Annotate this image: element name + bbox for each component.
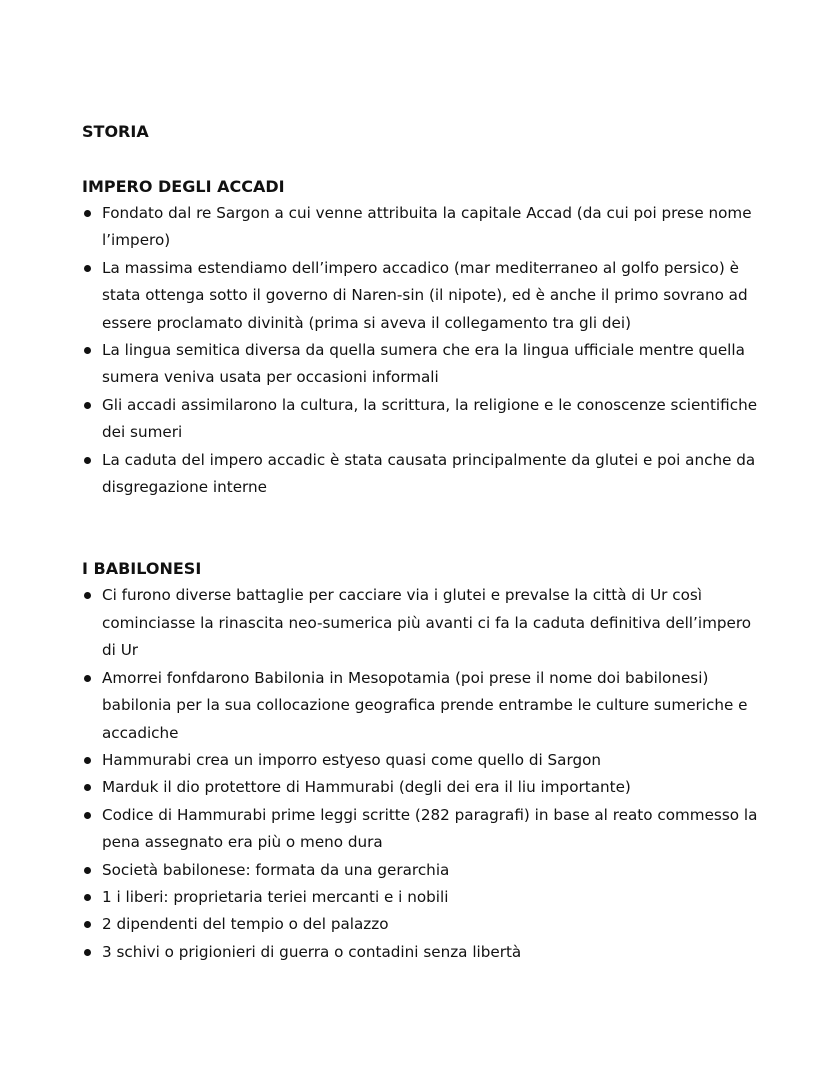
list-item	[82, 200, 762, 255]
bullet-icon	[84, 757, 91, 764]
document-title: STORIA	[82, 122, 149, 141]
list-item-text: La massima estendiamo dell’impero accadico (mar mediterraneo al golfo persico) è stata ottenga sotto il governo di Naren-sin (il nipote), ed è anche il primo sovrano ad essere proclamato divinità (prima si aveva il collegamento tra gli dei)	[102, 258, 748, 332]
list-item-text: 1 i liberi: proprietaria teriei mercanti e i nobili	[102, 887, 449, 906]
bullet-list	[82, 582, 762, 966]
bullet-icon	[84, 457, 91, 464]
list-item-text: La caduta del impero accadic è stata causata principalmente da glutei e poi anche da disgregazione interne	[102, 450, 756, 497]
list-item	[82, 774, 762, 801]
bullet-list	[82, 200, 762, 501]
bullet-icon	[84, 265, 91, 272]
bullet-icon	[84, 784, 91, 791]
list-item-text: Gli accadi assimilarono la cultura, la scrittura, la religione e le conoscenze scientifiche dei sumeri	[102, 395, 758, 442]
list-item-text: Hammurabi crea un imporro estyeso quasi come quello di Sargon	[102, 750, 602, 769]
section-babilonesi	[82, 555, 762, 966]
bullet-icon	[84, 894, 91, 901]
bullet-icon	[84, 675, 91, 682]
list-item	[82, 255, 762, 337]
list-item	[82, 939, 762, 966]
spacer	[82, 145, 762, 173]
bullet-icon	[84, 402, 91, 409]
list-item-text: 3 schivi o prigionieri di guerra o contadini senza libertà	[102, 942, 522, 961]
bullet-icon	[84, 592, 91, 599]
bullet-icon	[84, 921, 91, 928]
list-item	[82, 582, 762, 664]
document-page	[82, 118, 762, 966]
list-item	[82, 802, 762, 857]
list-item	[82, 665, 762, 747]
list-item	[82, 447, 762, 502]
section-heading: I BABILONESI	[82, 559, 202, 579]
list-item	[82, 392, 762, 447]
list-item	[82, 857, 762, 884]
list-item-text: Società babilonese: formata da una gerarchia	[102, 860, 450, 879]
list-item-text: Marduk il dio protettore di Hammurabi (degli dei era il liu importante)	[102, 778, 631, 797]
list-item	[82, 337, 762, 392]
spacer	[82, 501, 762, 555]
bullet-icon	[84, 347, 91, 354]
list-item-text: La lingua semitica diversa da quella sumera che era la lingua ufficiale mentre quella sumera veniva usata per occasioni informali	[102, 341, 745, 387]
section-impero-accadi	[82, 173, 762, 501]
list-item	[82, 911, 762, 938]
list-item	[82, 747, 762, 774]
list-item	[82, 884, 762, 911]
list-item-text: Amorrei fonfdarono Babilonia in Mesopotamia (poi prese il nome doi babilonesi) babilonia per la sua collocazione geografica prende entrambe le culture sumeriche e accadiche	[102, 668, 748, 742]
section-heading: IMPERO DEGLI ACCADI	[82, 177, 285, 196]
list-item-text: Codice di Hammurabi prime leggi scritte (282 paragrafi) in base al reato commesso la pena assegnato era più o meno dura	[102, 805, 758, 852]
bullet-icon	[84, 812, 91, 819]
bullet-icon	[84, 867, 91, 874]
list-item-text: Ci furono diverse battaglie per cacciare via i glutei e prevalse la città di Ur così cominciasse la rinascita neo-sumerica più avanti ci fa la caduta definitiva dell’impero di Ur	[102, 586, 752, 660]
list-item-text: Fondato dal re Sargon a cui venne attribuita la capitale Accad (da cui poi prese nome l’impero)	[102, 204, 752, 250]
bullet-icon	[84, 210, 91, 217]
list-item-text: 2 dipendenti del tempio o del palazzo	[102, 915, 389, 934]
bullet-icon	[84, 949, 91, 956]
